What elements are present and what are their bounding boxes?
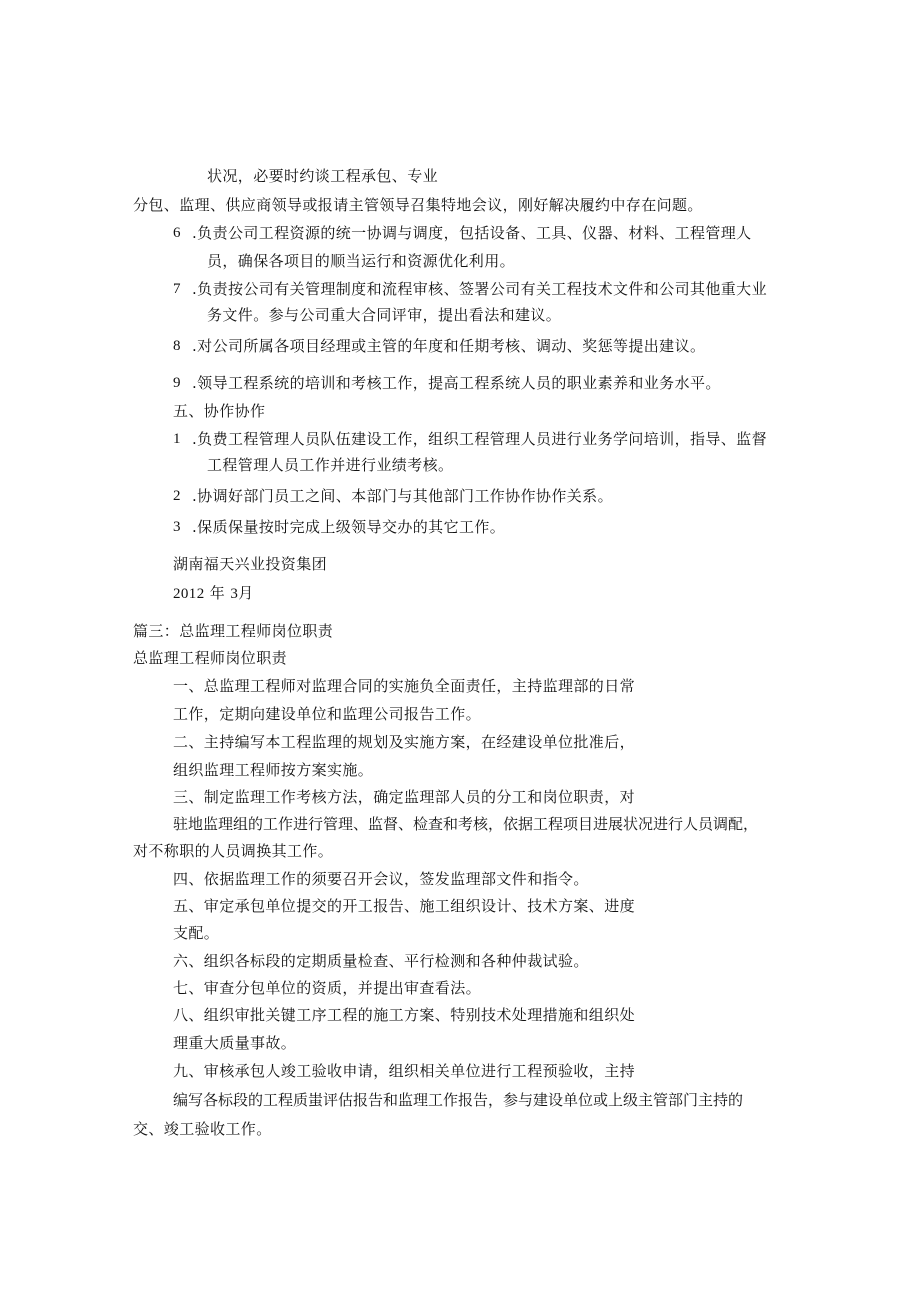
section-title: 五、协作协作 [173,402,266,420]
list-item-text: .负责按公司有关管理制度和流程审核、签署公司有关工程技术文件和公司其他重大业 [192,280,767,298]
list-item-number: 7 [173,281,181,297]
part-subtitle: 总监理工程师岗位职责 [133,649,288,667]
paragraph-line: 三、制定监理工作考核方法，确定监理部人员的分工和岗位职责，对 [173,788,636,806]
paragraph-line: 五、审定承包单位提交的开工报告、施工组织设计、技术方案、进度 [173,897,636,915]
paragraph-line: 九、审核承包人竣工验收申请，组织相关单位进行工程预验收，主持 [173,1062,636,1080]
list-item-number: 8 [173,338,181,354]
paragraph-line: 编写各标段的工程质蚩评估报告和监理工作报告，参与建设单位或上级主管部门主持的 [173,1091,744,1109]
paragraph-line: 对不称职的人员调换其工作。 [133,842,334,860]
date-month: 3 [230,586,239,602]
date-month-unit: 月 [238,584,254,602]
date-year: 2012 [173,586,205,602]
part-heading: 篇三：总监理工程师岗位职责 [133,622,334,640]
text-line: 状况，必要时约谈工程承包、专业 [207,167,439,185]
list-item-continuation: 工程管理人员工作并进行业绩考核。 [207,456,454,474]
paragraph-line: 四、依据监理工作的须要召开会议，签发监理部文件和指令。 [173,870,589,888]
paragraph-line: 组织监理工程师按方案实施。 [173,761,374,779]
list-item-text: .负责公司工程资源的统一协调与调度，包括设备、工具、仪器、材料、工程管理人 [192,224,752,242]
text-line: 分包、监理、供应商领导或报请主管领导召集特地会议，刚好解决履约中存在问题。 [133,196,703,214]
document-date [173,583,254,604]
list-item-number: 6 [173,225,181,241]
company-name: 湖南福天兴业投资集团 [173,555,328,573]
paragraph-line: 七、审查分包单位的资质，并提出审查看法。 [173,979,482,997]
paragraph-line: 一、总监理工程师对监理合同的实施负全面责任，主持监理部的日常 [173,677,636,695]
list-item-number: 1 [173,431,181,447]
date-year-unit: 年 [209,584,226,602]
paragraph-line: 理重大质量事故。 [173,1034,297,1052]
paragraph-line: 驻地监理组的工作进行管理、监督、检查和考核，依据工程项目进展状况进行人员调配， [173,815,759,833]
list-item-text: .负费工程管理人员队伍建设工作，组织工程管理人员进行业务学问培训，指导、监督 [192,430,767,448]
list-item-text: .领导工程系统的培训和考核工作，提高工程系统人员的职业素养和业务水平。 [192,374,721,392]
list-item-number: 9 [173,375,181,391]
list-item-text: .保质保量按时完成上级领导交办的其它工作。 [192,518,506,536]
list-item-number: 2 [173,488,181,504]
list-item-continuation: 员，确保各项目的顺当运行和资源优化利用。 [207,252,516,270]
list-item-text: .协调好部门员工之间、本部门与其他部门工作协作协作关系。 [192,487,613,505]
paragraph-line: 六、组织各标段的定期质量检查、平行检测和各种仲裁试验。 [173,952,589,970]
list-item-text: .对公司所属各项目经理或主管的年度和任期考核、调动、奖惩等提出建议。 [192,337,706,355]
list-item-continuation: 务文件。参与公司重大合同评审，提出看法和建议。 [207,306,562,324]
paragraph-line: 支配。 [173,924,220,942]
list-item-number: 3 [173,519,181,535]
paragraph-line: 交、竣工验收工作。 [133,1120,272,1138]
paragraph-line: 工作，定期向建设单位和监理公司报告工作。 [173,705,482,723]
paragraph-line: 八、组织审批关键工序工程的施工方案、特别技术处理措施和组织处 [173,1006,636,1024]
paragraph-line: 二、主持编写本工程监理的规划及实施方案，在经建设单位批准后， [173,733,636,751]
